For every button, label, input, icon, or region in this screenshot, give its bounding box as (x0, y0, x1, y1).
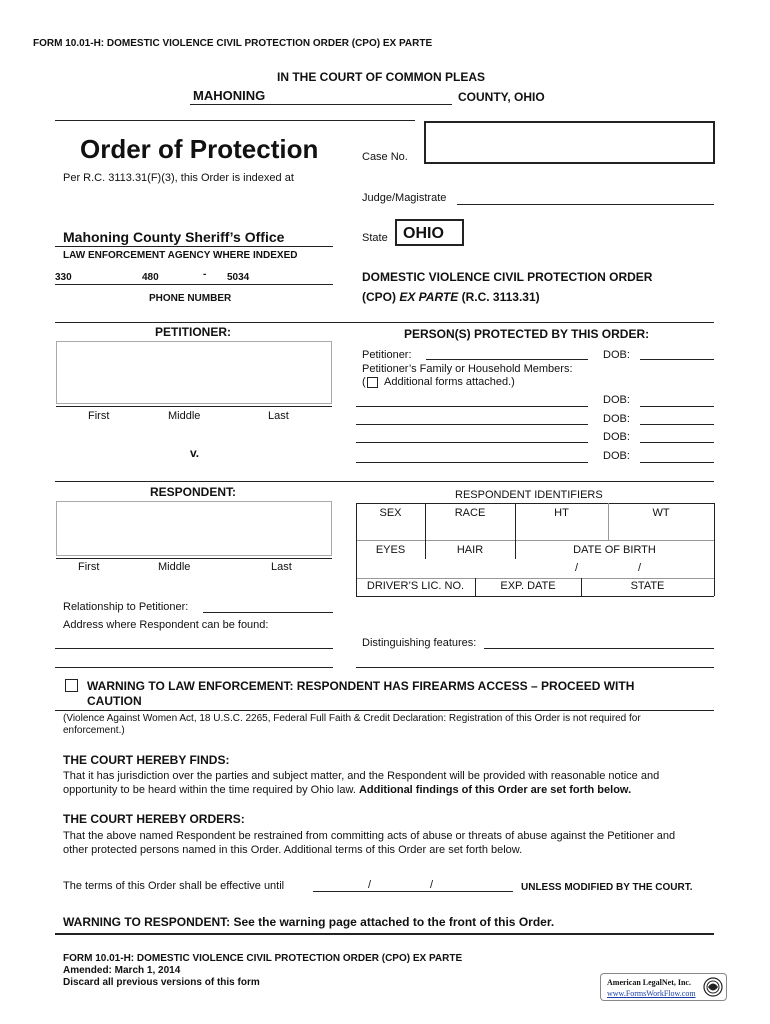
additional-forms-checkbox[interactable] (367, 377, 378, 388)
state-value: OHIO (403, 225, 444, 242)
county-suffix: COUNTY, OHIO (458, 90, 545, 104)
effective-slash-2: / (430, 879, 434, 891)
ident-exp: EXP. DATE (500, 580, 556, 592)
effective-slash-1: / (368, 879, 372, 891)
protected-dob-label-4: DOB: (603, 431, 630, 443)
footer-divider (55, 933, 714, 935)
petitioner-name-field[interactable] (56, 341, 332, 404)
address-label: Address where Respondent can be found: (63, 619, 269, 631)
finds-text-main: That it has jurisdiction over the parties and subject matter, and the Respondent will be provided with reasonable notice and opportunity to be heard within the time required by Ohio law. (63, 770, 660, 796)
ident-eyes: EYES (375, 544, 406, 556)
header-divider (55, 120, 415, 121)
finds-heading: THE COURT HEREBY FINDS: (63, 753, 230, 767)
respondent-warning: WARNING TO RESPONDENT: See the warning page attached to the front of this Order. (63, 915, 555, 929)
finds-text-bold: Additional findings of this Order are set forth below. (358, 784, 632, 796)
features-label: Distinguishing features: (362, 637, 477, 649)
ident-state: STATE (630, 580, 665, 592)
firearms-checkbox[interactable] (65, 679, 78, 692)
grid-bottom (356, 596, 714, 597)
attached-open: ( (362, 376, 366, 388)
petitioner-last-label: Last (268, 410, 289, 422)
publisher-url[interactable]: www.FormsWorkFlow.com (607, 989, 696, 998)
respondent-first-label: First (78, 561, 100, 573)
protected-petitioner-field[interactable] (426, 359, 588, 360)
orders-heading: THE COURT HEREBY ORDERS: (63, 812, 245, 826)
respondent-name-line (56, 558, 332, 559)
phone-label: PHONE NUMBER (149, 293, 232, 304)
petitioner-heading: PETITIONER: (155, 325, 232, 339)
phone-dash: - (203, 269, 207, 280)
petitioner-name-line (56, 406, 332, 407)
section-divider-3 (55, 710, 714, 711)
agency-name: Mahoning County Sheriff’s Office (63, 229, 285, 245)
phone-area: 330 (55, 272, 72, 283)
family-member-field-4[interactable] (356, 462, 588, 463)
grid-right (714, 503, 715, 596)
attached-label: Additional forms attached.) (384, 376, 515, 388)
ident-ht: HT (554, 507, 569, 519)
section-divider-1 (55, 322, 714, 323)
protected-dob-field-2[interactable] (640, 406, 714, 407)
family-label: Petitioner’s Family or Household Members: (362, 363, 573, 375)
protected-dob-label-3: DOB: (603, 413, 630, 425)
protected-dob-field-3[interactable] (640, 424, 714, 425)
orders-text: That the above named Respondent be restrained from committing acts of abuse or threats of abuse against the Petitioner and other protected persons named in this Order. Additional terms of this Order are set forth below. (63, 830, 676, 856)
grid-top (356, 503, 714, 504)
section-divider-2 (55, 481, 714, 482)
identifiers-heading: RESPONDENT IDENTIFIERS (455, 489, 603, 501)
effective-suffix: UNLESS MODIFIED BY THE COURT. (521, 882, 693, 893)
protected-dob-label-1: DOB: (603, 349, 630, 361)
finds-text (63, 769, 703, 797)
family-member-field-3[interactable] (356, 442, 588, 443)
address-field-1[interactable] (55, 648, 333, 649)
features-field-1[interactable] (484, 648, 714, 649)
footer-line2: Amended: March 1, 2014 (63, 965, 181, 976)
protected-petitioner-label: Petitioner: (362, 349, 412, 361)
footer-line3: Discard all previous versions of this form (63, 977, 260, 988)
petitioner-middle-label: Middle (168, 410, 201, 422)
ident-hair: HAIR (456, 544, 484, 556)
protected-dob-label-2: DOB: (603, 394, 630, 406)
page-title: Order of Protection (80, 134, 319, 164)
footer-line1: FORM 10.01-H: DOMESTIC VIOLENCE CIVIL PROTECTION ORDER (CPO) EX PARTE (63, 953, 463, 964)
respondent-last-label: Last (271, 561, 292, 573)
case-no-field[interactable] (424, 121, 715, 164)
relationship-label: Relationship to Petitioner: (63, 601, 189, 613)
ident-wt: WT (652, 507, 670, 519)
order-title-rc: (R.C. 3113.31) (458, 290, 540, 304)
publisher-name: American LegalNet, Inc. (607, 978, 691, 987)
vawa-note: (Violence Against Women Act, 18 U.S.C. 2265, Federal Full Faith & Credit Declaration: Registration of this Order is not required for enforcement.) (63, 713, 641, 736)
protected-dob-field-1[interactable] (640, 359, 714, 360)
grid-row-1 (356, 540, 714, 541)
address-field-2[interactable] (55, 667, 333, 668)
features-field-2[interactable] (356, 667, 714, 668)
respondent-name-field[interactable] (56, 501, 332, 556)
order-title-cpo: (CPO) (362, 290, 400, 304)
petitioner-first-label: First (88, 410, 110, 422)
judge-label: Judge/Magistrate (362, 192, 447, 204)
firearms-warning-line1: WARNING TO LAW ENFORCEMENT: RESPONDENT HAS FIREARMS ACCESS – PROCEED WITH (87, 679, 635, 693)
agency-line (55, 246, 333, 247)
protected-heading: PERSON(S) PROTECTED BY THIS ORDER: (404, 327, 650, 341)
family-member-field-2[interactable] (356, 424, 588, 425)
order-title-line2 (362, 291, 540, 304)
county-line (190, 104, 452, 105)
ident-dob-slash-2: / (638, 562, 642, 574)
phone-line: 5034 (227, 272, 250, 283)
effective-label: The terms of this Order shall be effective until (63, 880, 285, 892)
order-title-exparte: EX PARTE (399, 290, 459, 304)
publisher-badge (600, 973, 727, 1001)
publisher-logo-icon (703, 977, 723, 997)
ident-lic: DRIVER’S LIC. NO. (366, 580, 465, 592)
relationship-field[interactable] (203, 612, 333, 613)
ident-sex: SEX (379, 507, 402, 519)
ident-race: RACE (454, 507, 486, 519)
order-title-line1: DOMESTIC VIOLENCE CIVIL PROTECTION ORDER (362, 270, 653, 284)
state-label: State (362, 232, 388, 244)
phone-field[interactable] (55, 284, 333, 285)
family-member-field-1[interactable] (356, 406, 588, 407)
effective-date-field[interactable] (313, 891, 513, 892)
versus: v. (190, 446, 200, 460)
agency-label: LAW ENFORCEMENT AGENCY WHERE INDEXED (63, 250, 298, 261)
respondent-heading: RESPONDENT: (150, 485, 237, 499)
ident-dob-slash-1: / (575, 562, 579, 574)
grid-row-2 (356, 578, 714, 579)
form-header: FORM 10.01-H: DOMESTIC VIOLENCE CIVIL PROTECTION ORDER (CPO) EX PARTE (33, 38, 433, 49)
protected-dob-label-5: DOB: (603, 450, 630, 462)
firearms-warning-line2: CAUTION (87, 694, 142, 708)
respondent-middle-label: Middle (158, 561, 191, 573)
indexed-note: Per R.C. 3113.31(F)(3), this Order is indexed at (63, 172, 294, 184)
county-name: MAHONING (193, 88, 266, 103)
judge-field[interactable] (457, 204, 714, 205)
protected-dob-field-4[interactable] (640, 442, 714, 443)
ident-dob: DATE OF BIRTH (573, 544, 656, 556)
phone-prefix: 480 (142, 272, 159, 283)
protected-dob-field-5[interactable] (640, 462, 714, 463)
case-no-label: Case No. (362, 151, 408, 163)
court-title: IN THE COURT OF COMMON PLEAS (277, 70, 485, 84)
